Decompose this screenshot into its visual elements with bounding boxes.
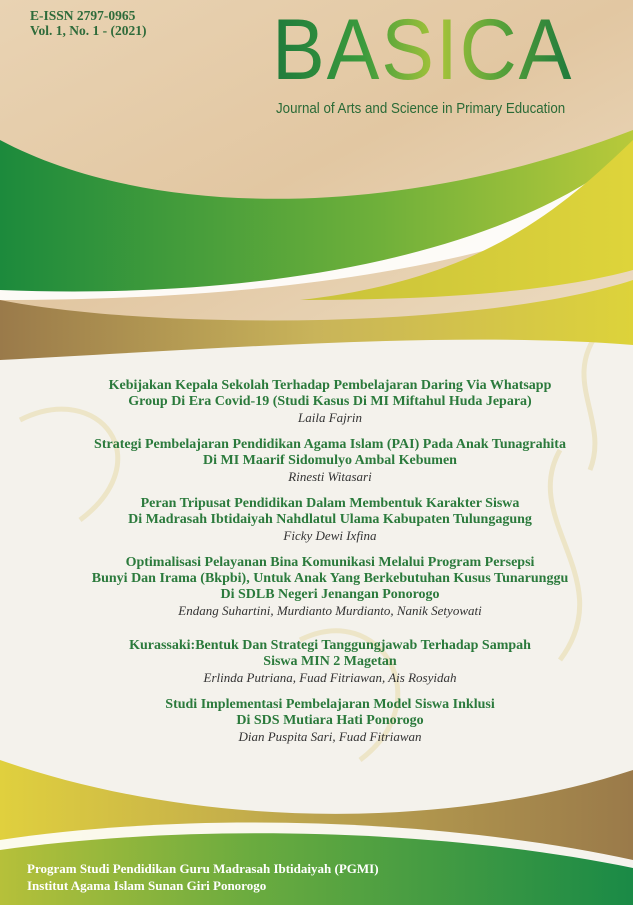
article-authors: Rinesti Witasari [288, 469, 372, 484]
volume: Vol. 1, No. 1 - (2021) [30, 23, 147, 38]
article-title: Siswa MIN 2 Magetan [263, 654, 397, 669]
publisher-institute: Institut Agama Islam Sunan Giri Ponorogo [27, 878, 267, 893]
article-title: Di SDLB Negeri Jenangan Ponorogo [220, 587, 440, 602]
article-authors: Erlinda Putriana, Fuad Fitriawan, Ais Rosyidah [203, 670, 457, 685]
article-authors: Endang Suhartini, Murdianto Murdianto, Nanik Setyowati [178, 603, 482, 618]
article [20, 697, 633, 744]
journal-name: BASICA [272, 2, 574, 98]
issn-block [30, 8, 147, 38]
article-title: Di SDS Mutiara Hati Ponorogo [236, 713, 424, 728]
article [20, 638, 633, 685]
article [20, 437, 633, 484]
article [20, 555, 633, 618]
article-title: Di Madrasah Ibtidaiyah Nahdlatul Ulama Kabupaten Tulungagung [128, 512, 532, 527]
article-title: Bunyi Dan Irama (Bkpbi), Untuk Anak Yang Berkebutuhan Kusus Tunarunggu [91, 571, 569, 586]
article-title: Kurassaki:Bentuk Dan Strategi Tanggungjawab Terhadap Sampah [129, 638, 531, 653]
publisher-program: Program Studi Pendidikan Guru Madrasah Ibtidaiyah (PGMI) [27, 861, 379, 876]
article-title: Studi Implementasi Pembelajaran Model Siswa Inklusi [165, 697, 495, 712]
article-title: Kebijakan Kepala Sekolah Terhadap Pembelajaran Daring Via Whatsapp [108, 378, 552, 393]
article-authors: Ficky Dewi Ixfina [283, 528, 377, 543]
publisher-footer [27, 860, 379, 894]
article-title: Strategi Pembelajaran Pendidikan Agama Islam (PAI) Pada Anak Tunagrahita [94, 437, 566, 452]
article-title: Peran Tripusat Pendidikan Dalam Membentuk Karakter Siswa [140, 496, 520, 511]
article-title: Optimalisasi Pelayanan Bina Komunikasi Melalui Program Persepsi [125, 555, 535, 570]
article [20, 378, 633, 425]
article-authors: Dian Puspita Sari, Fuad Fitriawan [238, 729, 422, 744]
article [20, 496, 633, 543]
issn: E-ISSN 2797-0965 [30, 8, 136, 23]
article-title: Group Di Era Covid-19 (Studi Kasus Di MI Miftahul Huda Jepara) [128, 394, 532, 409]
article-authors: Laila Fajrin [298, 410, 362, 425]
article-list [20, 378, 633, 756]
journal-subtitle: Journal of Arts and Science in Primary Education [276, 101, 566, 117]
article-title: Di MI Maarif Sidomulyo Ambal Kebumen [203, 453, 457, 468]
